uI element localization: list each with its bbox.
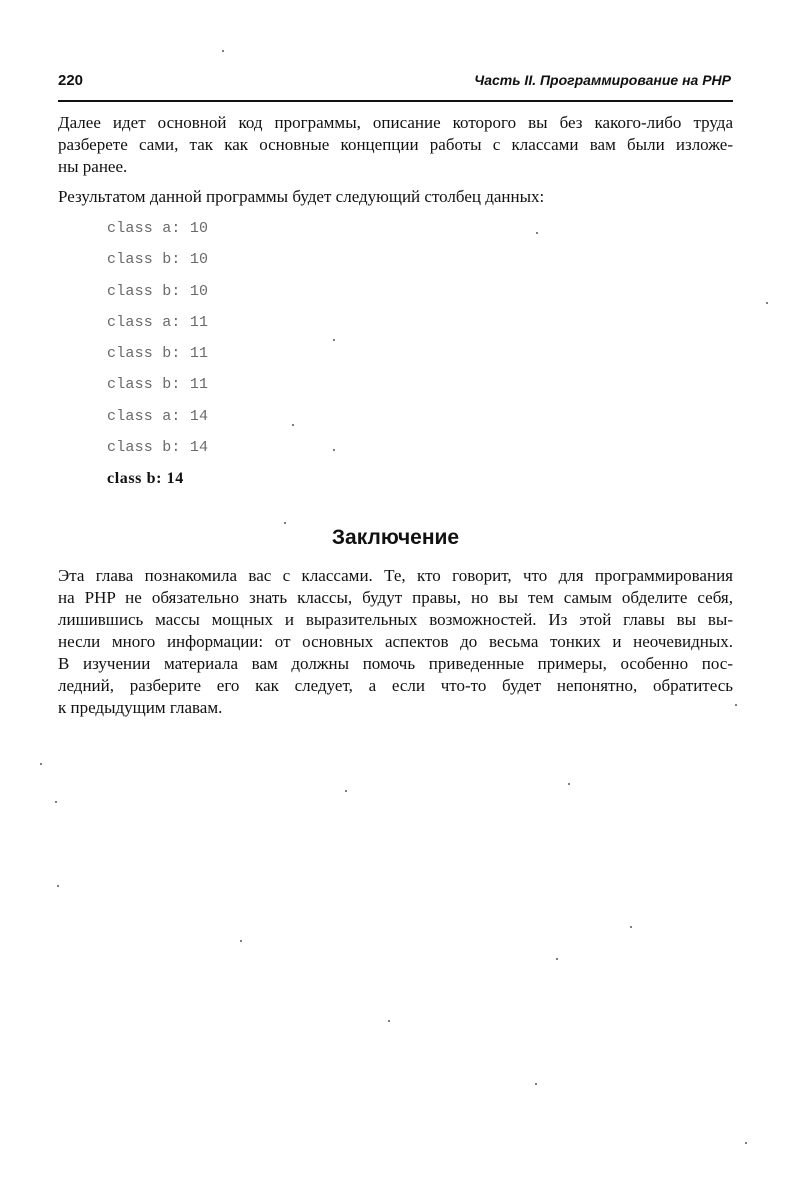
output-line: class a: 14 <box>107 407 209 425</box>
scan-speck <box>766 302 768 304</box>
output-line: class b: 14 <box>107 470 184 488</box>
scan-speck <box>240 940 242 942</box>
result-paragraph <box>58 186 733 208</box>
scan-speck <box>345 790 347 792</box>
intro-paragraph <box>58 112 733 178</box>
intro-line: Далее идет основной код программы, описание которого вы без какого-либо труда <box>58 113 733 132</box>
output-line: class b: 14 <box>107 439 209 457</box>
output-line: class b: 10 <box>107 251 209 269</box>
scan-speck <box>222 50 224 52</box>
scan-speck <box>745 1142 747 1144</box>
page-number: 220 <box>58 72 84 89</box>
scan-speck <box>568 783 570 785</box>
scan-speck <box>57 885 59 887</box>
conclusion-line: Эта глава познакомила вас с классами. Те, кто говорит, что для программирования <box>58 566 733 585</box>
scan-speck <box>535 1083 537 1085</box>
running-head: Часть II. Программирование на PHP <box>474 72 731 88</box>
scan-speck <box>284 522 286 524</box>
conclusion-line: на PHP не обязательно знать классы, будут правы, но вы тем самым обделите себя, <box>58 588 733 607</box>
conclusion-line: несли много информации: от основных аспектов до весьма тонких и неочевидных. <box>58 632 733 651</box>
output-line: class b: 11 <box>107 345 209 363</box>
scan-speck <box>630 926 632 928</box>
conclusion-line: В изучении материала вам должны помочь приведенные примеры, особенно пос- <box>58 654 733 673</box>
page-header <box>58 70 733 102</box>
intro-line: ны ранее. <box>58 157 128 176</box>
scan-speck <box>388 1020 390 1022</box>
output-line: class b: 11 <box>107 376 209 394</box>
scan-speck <box>333 339 335 341</box>
conclusion-line: ледний, разберите его как следует, а если что-то будет непонятно, обратитесь <box>58 676 733 695</box>
result-line: Результатом данной программы будет следующий столбец данных: <box>58 187 545 206</box>
conclusion-line: к предыдущим главам. <box>58 698 223 717</box>
scan-speck <box>55 801 57 803</box>
intro-line: разберете сами, так как основные концепции работы с классами вам были изложе- <box>58 135 733 154</box>
conclusion-paragraph <box>58 565 733 719</box>
scan-speck <box>292 424 294 426</box>
scan-speck <box>40 763 42 765</box>
scan-speck <box>333 449 335 451</box>
scan-speck <box>536 232 538 234</box>
conclusion-line: лишившись массы мощных и выразительных возможностей. Из этой главы вы вы- <box>58 610 733 629</box>
scan-speck <box>556 958 558 960</box>
output-line: class a: 10 <box>107 220 209 237</box>
section-title: Заключение <box>331 526 460 549</box>
output-line: class a: 11 <box>107 313 209 331</box>
program-output <box>107 218 208 500</box>
output-line: class b: 10 <box>107 282 209 300</box>
scan-speck <box>735 704 737 706</box>
